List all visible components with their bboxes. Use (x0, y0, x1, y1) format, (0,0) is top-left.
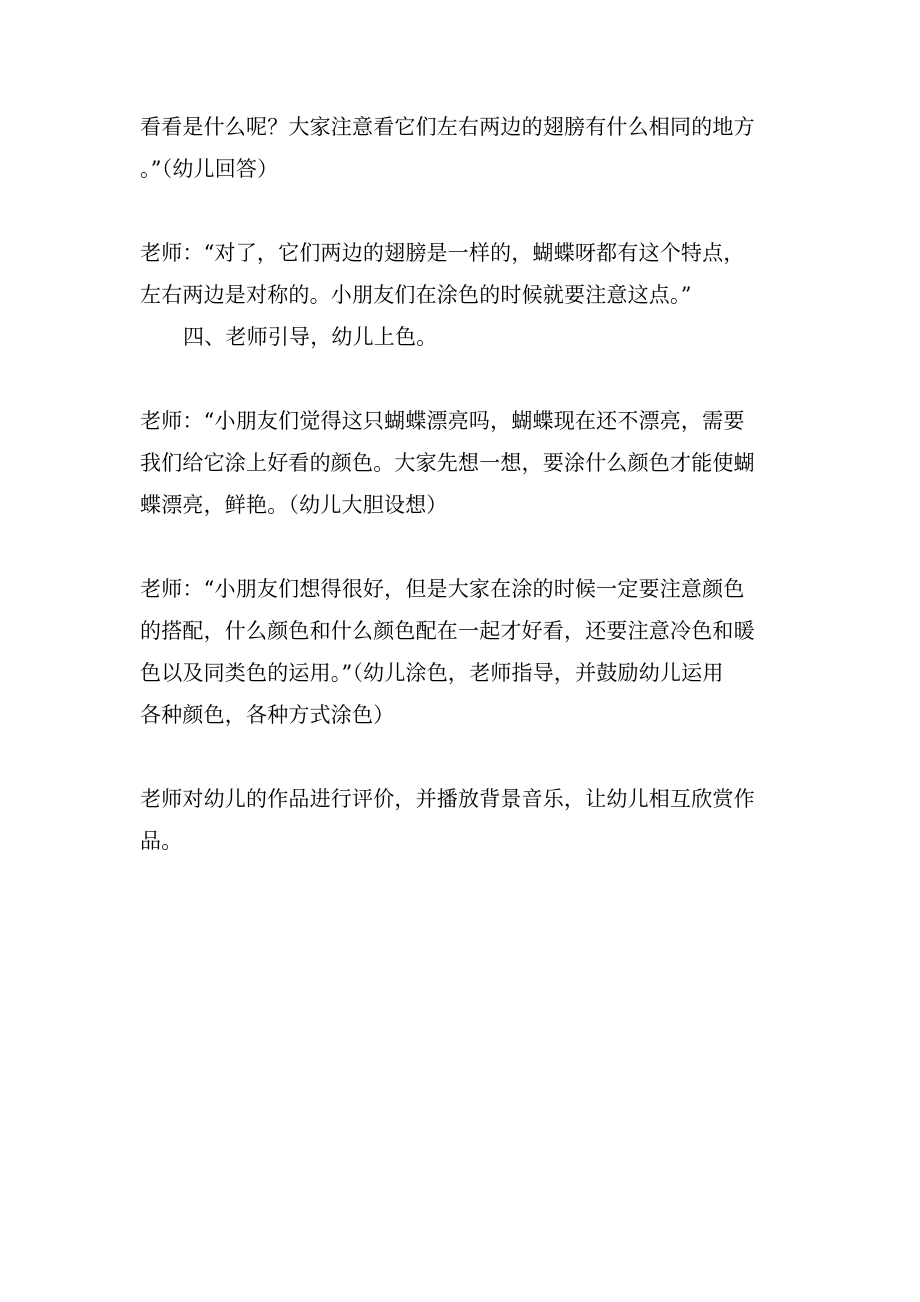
paragraph-5-line-4: 各种颜色，各种方式涂色） (140, 703, 395, 727)
paragraph-6-line-1: 老师对幼儿的作品进行评价，并播放背景音乐，让幼儿相互欣赏作 (140, 787, 755, 811)
paragraph-5-line-3: 色以及同类色的运用。”（幼儿涂色，老师指导，并鼓励幼儿运用 (140, 661, 724, 685)
paragraph-2-line-2: 左右两边是对称的。小朋友们在涂色的时候就要注意这点。” (140, 283, 692, 307)
paragraph-6-line-2: 品。 (140, 829, 183, 853)
paragraph-5-line-1: 老师：“小朋友们想得很好，但是大家在涂的时候一定要注意颜色 (140, 577, 745, 601)
paragraph-4-line-2: 我们给它涂上好看的颜色。大家先想一想，要涂什么颜色才能使蝴 (140, 451, 755, 475)
section-heading: 四、老师引导，幼儿上色。 (183, 325, 438, 349)
paragraph-1-line-1: 看看是什么呢？大家注意看它们左右两边的翅膀有什么相同的地方 (140, 115, 755, 139)
paragraph-4-line-1: 老师：“小朋友们觉得这只蝴蝶漂亮吗，蝴蝶现在还不漂亮，需要 (140, 409, 745, 433)
paragraph-1-line-2: 。”（幼儿回答） (140, 157, 279, 181)
paragraph-2-line-1: 老师：“对了，它们两边的翅膀是一样的，蝴蝶呀都有这个特点， (140, 241, 745, 265)
paragraph-5-line-2: 的搭配，什么颜色和什么颜色配在一起才好看，还要注意冷色和暖 (140, 619, 755, 643)
paragraph-4-line-3: 蝶漂亮，鲜艳。（幼儿大胆设想） (140, 493, 448, 517)
